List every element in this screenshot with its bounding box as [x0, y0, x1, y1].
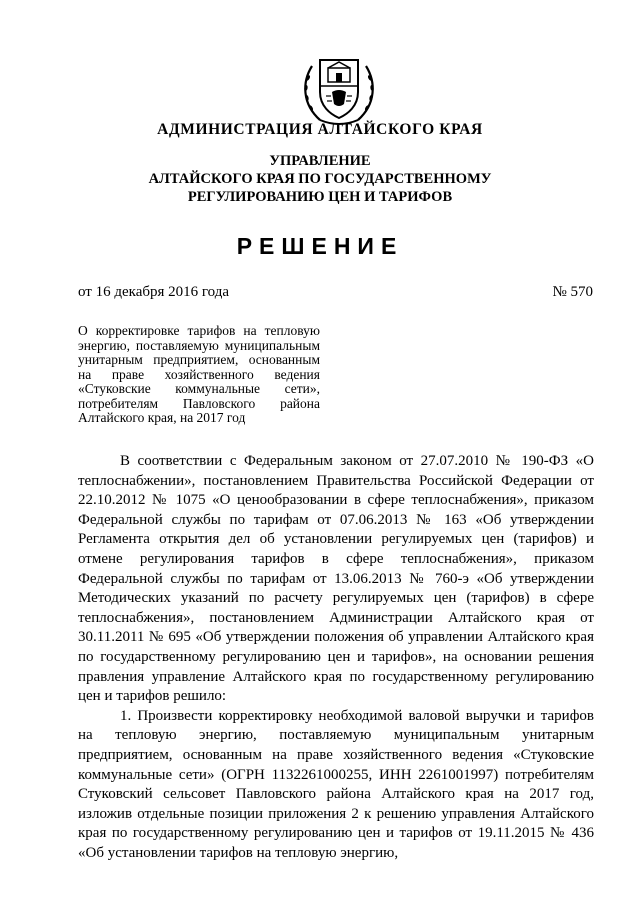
- decision-item-1: 1. Произвести корректировку необходимой валовой выручки и тарифов на тепловую энергию, поставляемую муниципальным унитарным предприятием, основанным на праве хозяйственного ведения «Стуковские коммунальные сети» (ОГРН 1132261000255, ИНН 2261001997) потребителям Стуковский сельсовет Павловского района Алтайского края на 2017 год, изложив отдельные позиции приложения 2 к решению управления Алтайского края по государственному регулированию цен и тарифов от 19.11.2015 № 436 «Об установлении тарифов на тепловую энергию,: [78, 707, 594, 861]
- organization-title: АДМИНИСТРАЦИЯ АЛТАЙСКОГО КРАЯ: [157, 121, 483, 138]
- document-type-title: РЕШЕНИЕ: [236, 233, 404, 259]
- department-line: РЕГУЛИРОВАНИЮ ЦЕН И ТАРИФОВ: [187, 189, 453, 205]
- document-number: № 570: [552, 284, 593, 300]
- document-date: от 16 декабря 2016 года: [78, 284, 230, 300]
- department-title: [0, 152, 640, 206]
- preamble-paragraph: В соответствии с Федеральным законом от 27.07.2010 № 190-ФЗ «О теплоснабжении», постановлением Правительства Российской Федерации от 22.10.2012 № 1075 «О ценообразовании в сфере теплоснабжения», приказом Федеральной службы по тарифам от 07.06.2013 № 163 «Об утверждении Регламента открытия дел об установлении регулируемых цен (тарифов) и отмене регулирования тарифов в сфере теплоснабжения», приказом Федеральной службы по тарифам от 13.06.2013 № 760-э «Об утверждении Методических указаний по расчету регулируемых цен (тарифов) в сфере теплоснабжения», постановлением Администрации Алтайского края от 30.11.2011 № 695 «Об утверждении положения об управлении Алтайского края по государственному регулированию цен и тарифов», на основании решения правления управление Алтайского края по государственному регулированию цен и тарифов решило:: [78, 453, 594, 705]
- document-subject: О корректировке тарифов на тепловую энергию, поставляемую муниципальным унитарным предприятием, основанным на праве хозяйственного ведения «Стуковские коммунальные сети», потребителям Павловского района Алтайского края, на 2017 год: [78, 323, 320, 425]
- document-body: [78, 452, 594, 863]
- department-line: УПРАВЛЕНИЕ: [269, 153, 371, 169]
- altai-krai-coat-of-arms-icon: [298, 48, 380, 130]
- department-line: АЛТАЙСКОГО КРАЯ ПО ГОСУДАРСТВЕННОМУ: [148, 171, 492, 187]
